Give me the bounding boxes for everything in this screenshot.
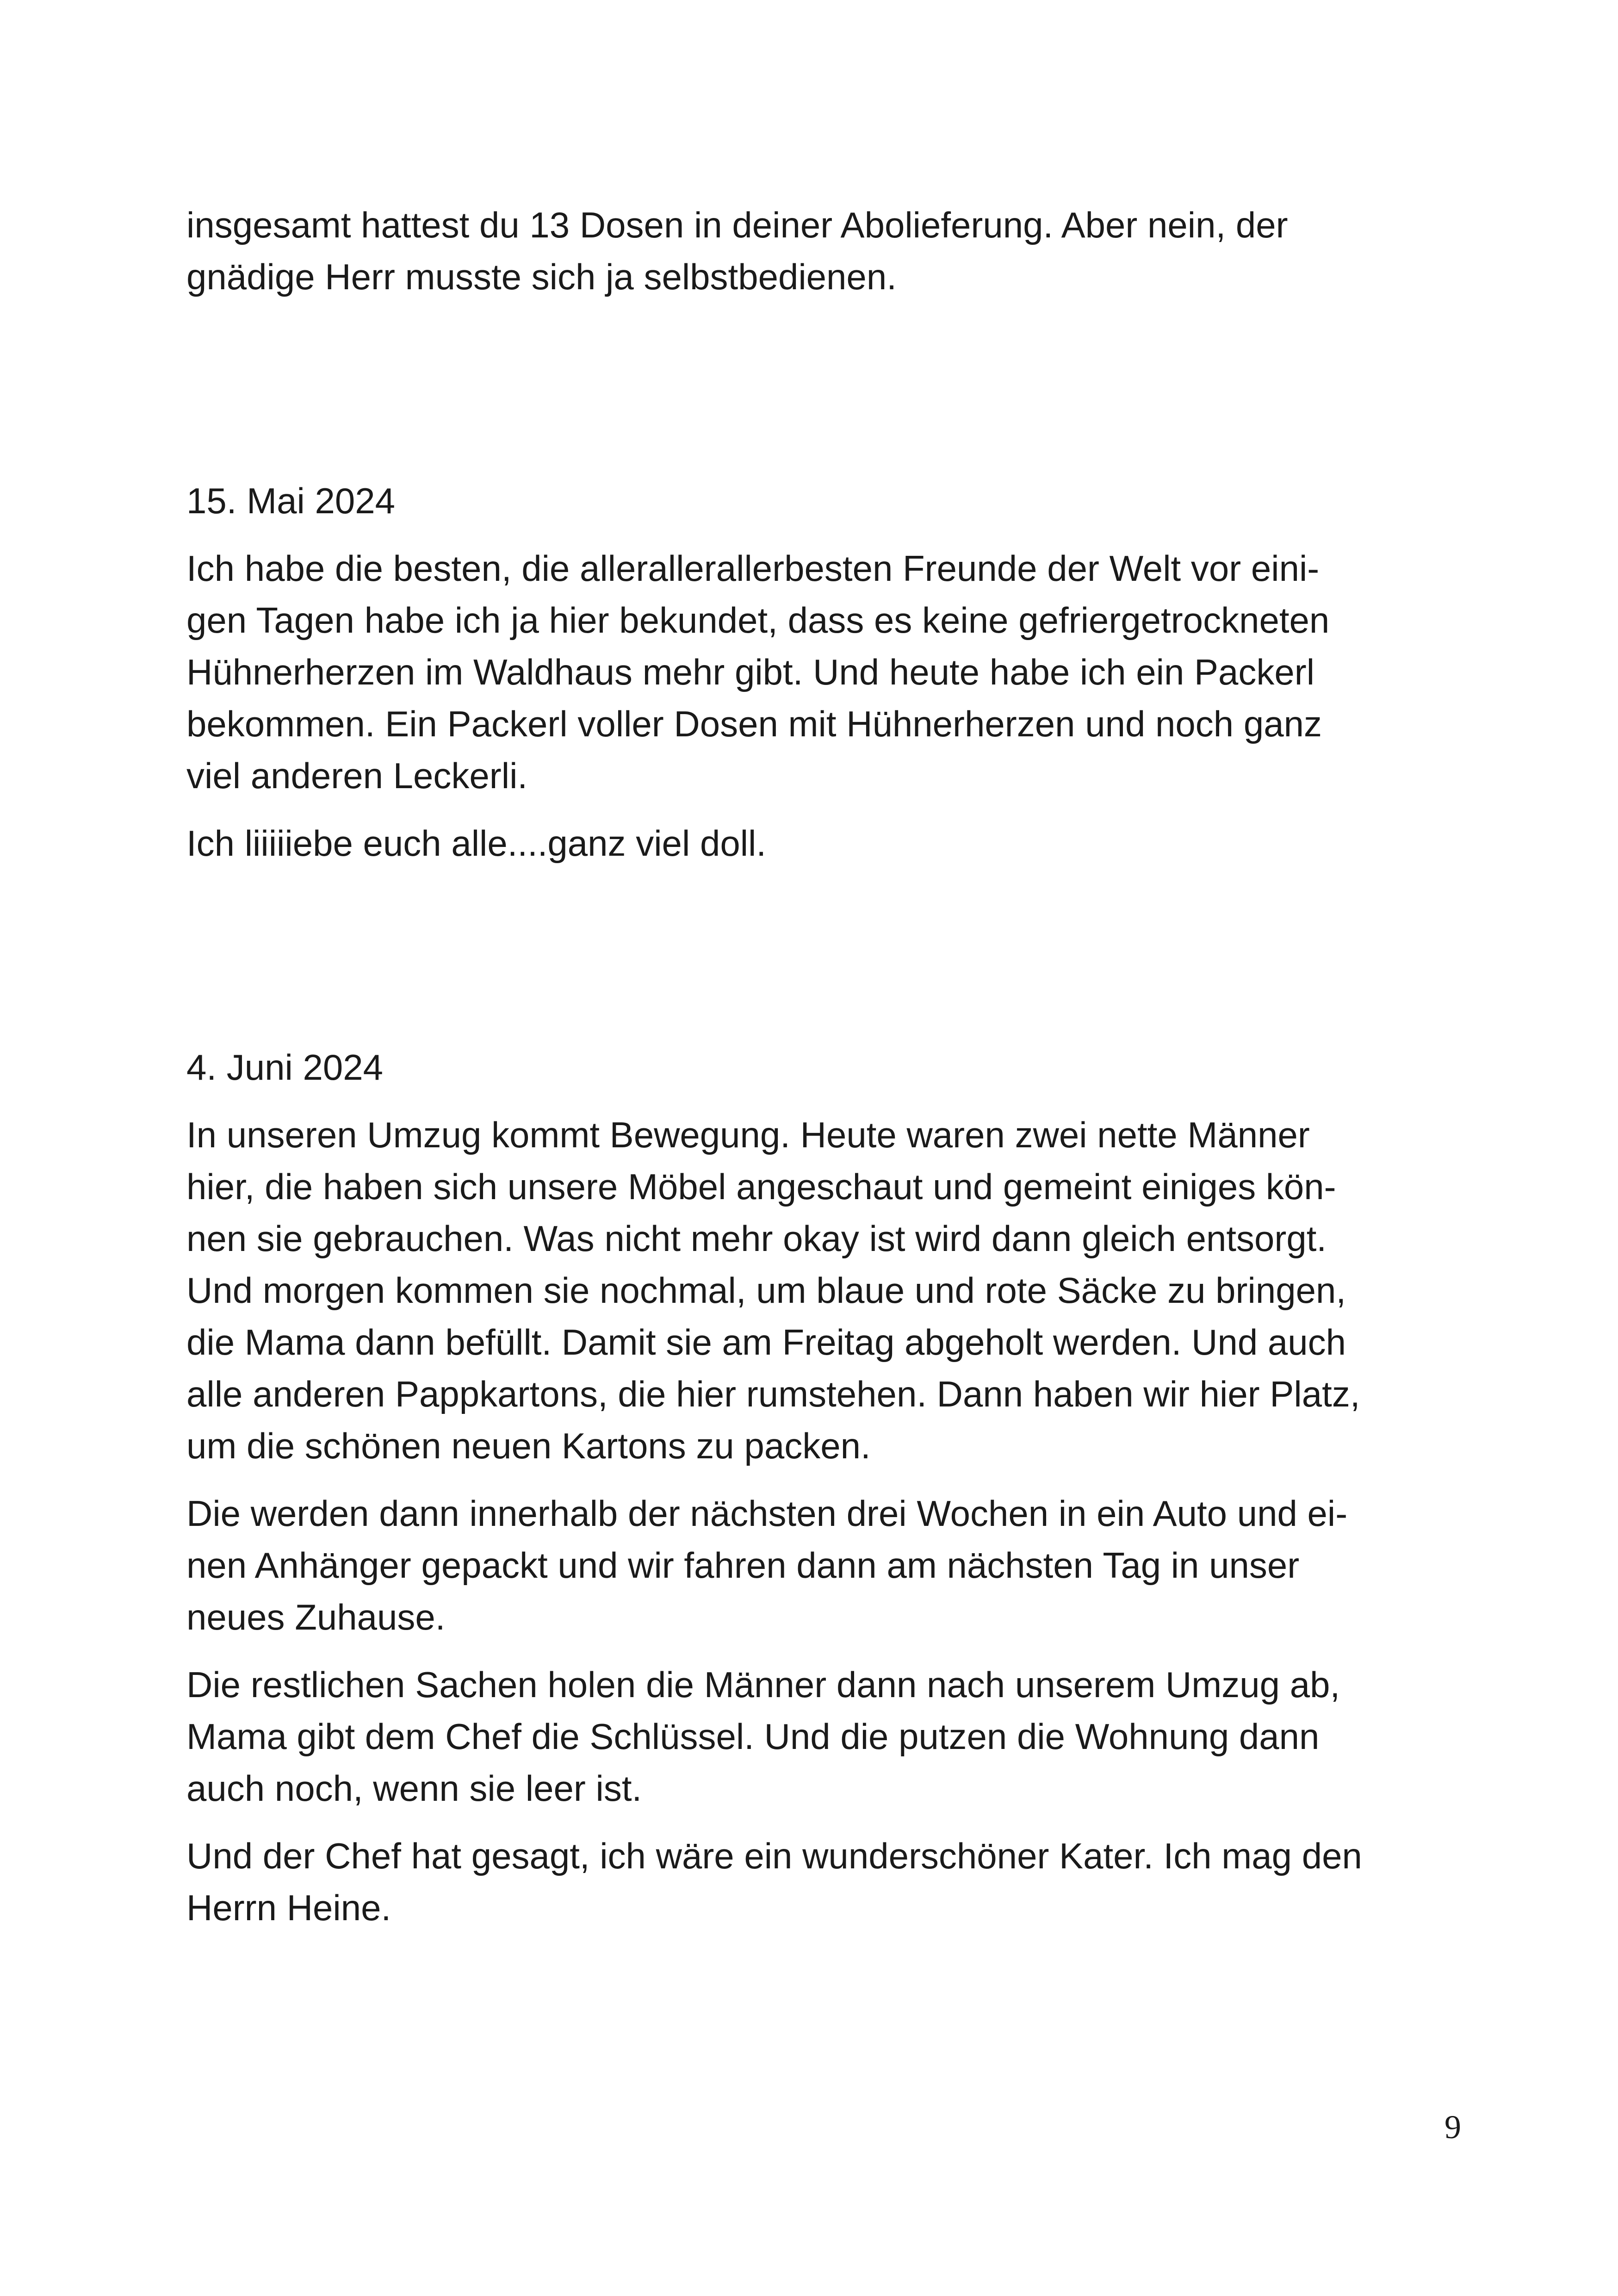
entry-date: 15. Mai 2024 <box>186 480 395 521</box>
continuation-paragraph: insgesamt hattest du 13 Dosen in deiner Abolieferung. Aber nein, der gnädige Herr musste sich ja selbstbedienen. <box>186 205 1288 297</box>
entry-date: 4. Juni 2024 <box>186 1047 384 1088</box>
entry-spacer <box>186 869 1463 1041</box>
entry-paragraph: Die werden dann innerhalb der nächsten drei Wochen in ein Auto und ei- nen Anhänger gepackt und wir fahren dann am nächsten Tag in unser neues Zuhause. <box>186 1493 1348 1637</box>
entry-paragraph: Ich liiiiiebe euch alle....ganz viel doll. <box>186 823 767 864</box>
entry-paragraph: Ich habe die besten, die allerallerallerbesten Freunde der Welt vor eini- gen Tagen habe ich ja hier bekundet, dass es keine gefriergetrockneten Hühnerherzen im Waldhaus mehr gibt. Und heute habe ich ein Packerl bekommen. Ein Packerl voller Dosen mit Hühnerherzen und noch ganz viel anderen Leckerli. <box>186 548 1330 796</box>
entry-paragraph: Die restlichen Sachen holen die Männer dann nach unserem Umzug ab, Mama gibt dem Chef die Schlüssel. Und die putzen die Wohnung dann auch noch, wenn sie leer ist. <box>186 1664 1340 1809</box>
entry-spacer <box>186 303 1463 475</box>
diary-entry-may-15 <box>186 475 1463 869</box>
entry-paragraph: Und der Chef hat gesagt, ich wäre ein wunderschöner Kater. Ich mag den Herrn Heine. <box>186 1836 1362 1928</box>
page-number: 9 <box>1444 2109 1461 2146</box>
entry-paragraph: In unseren Umzug kommt Bewegung. Heute waren zwei nette Männer hier, die haben sich unsere Möbel angeschaut und gemeint einiges kön- nen sie gebrauchen. Was nicht mehr okay ist wird dann gleich entsorgt. Und morgen kommen sie nochmal, um blaue und rote Säcke zu bringen, die Mama dann befüllt. Damit sie am Freitag abgeholt werden. Und auch alle anderen Pappkartons, die hier rumstehen. Dann haben wir hier Platz, um die schönen neuen Kartons zu packen. <box>186 1114 1360 1466</box>
page-body <box>186 199 1463 1934</box>
diary-entry-june-4 <box>186 1041 1463 1934</box>
